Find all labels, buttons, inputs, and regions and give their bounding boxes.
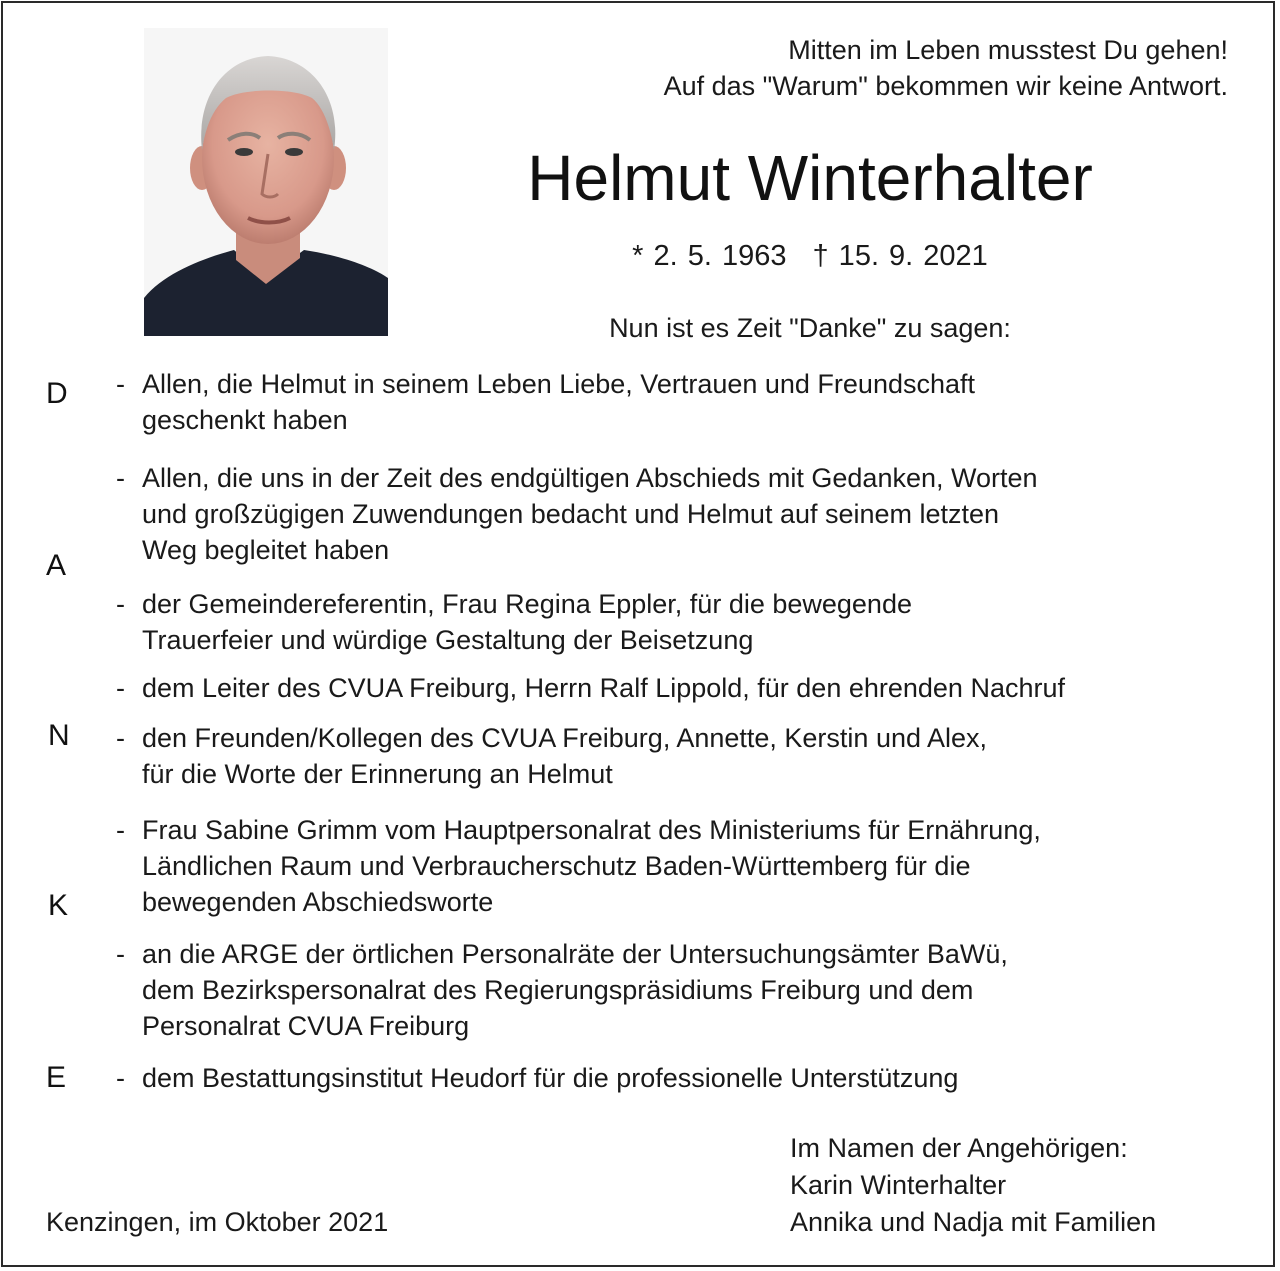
signature-line: Im Namen der Angehörigen:	[790, 1133, 1128, 1163]
motto-text	[664, 32, 1228, 104]
thanks-line: Trauerfeier und würdige Gestaltung der Beisetzung	[142, 625, 754, 655]
birth-date: * 2. 5. 1963	[632, 240, 787, 272]
motto-line-2: Auf das "Warum" bekommen wir keine Antwort.	[663, 71, 1228, 101]
thanks-line: dem Leiter des CVUA Freiburg, Herrn Ralf Lippold, für den ehrenden Nachruf	[142, 673, 1065, 703]
thanks-line: an die ARGE der örtlichen Personalräte der Untersuchungsämter BaWü,	[142, 939, 1008, 969]
thanks-line: Ländlichen Raum und Verbraucherschutz Baden-Württemberg für die	[142, 851, 971, 881]
acrostic-letter-n: N	[48, 719, 70, 752]
life-dates	[420, 238, 1200, 274]
thanks-line: bewegenden Abschiedsworte	[142, 887, 494, 917]
list-dash: -	[116, 589, 125, 619]
motto-line-1: Mitten im Leben musstest Du gehen!	[788, 35, 1228, 65]
thanks-line: Allen, die uns in der Zeit des endgültigen Abschieds mit Gedanken, Worten	[142, 463, 1038, 493]
acrostic-letter-e: E	[46, 1061, 67, 1094]
thanks-line: den Freunden/Kollegen des CVUA Freiburg, Annette, Kerstin und Alex,	[142, 723, 988, 753]
acrostic-letter-a: A	[46, 549, 67, 582]
thanks-line: Personalrat CVUA Freiburg	[142, 1011, 470, 1041]
thanks-line: dem Bezirkspersonalrat des Regierungspräsidiums Freiburg und dem	[142, 975, 974, 1005]
thanks-line: dem Bestattungsinstitut Heudorf für die professionelle Unterstützung	[142, 1063, 959, 1093]
thanks-item	[116, 460, 1256, 568]
thanks-line: Frau Sabine Grimm vom Hauptpersonalrat des Ministeriums für Ernährung,	[142, 815, 1041, 845]
thanks-line: geschenkt haben	[142, 405, 348, 435]
thanks-line: für die Worte der Erinnerung an Helmut	[142, 759, 613, 789]
thanks-line: und großzügigen Zuwendungen bedacht und Helmut auf seinem letzten	[142, 499, 1000, 529]
thanks-line: der Gemeindereferentin, Frau Regina Eppler, für die bewegende	[142, 589, 912, 619]
list-dash: -	[116, 815, 125, 845]
thanks-item	[116, 1060, 1256, 1096]
acrostic-letter-d: D	[46, 377, 68, 410]
thanks-item	[116, 586, 1256, 658]
list-dash: -	[116, 723, 125, 753]
signature-block	[790, 1130, 1156, 1241]
thanks-item	[116, 670, 1256, 706]
list-dash: -	[116, 1063, 125, 1093]
list-dash: -	[116, 369, 125, 399]
acrostic-letter-k: K	[48, 889, 69, 922]
place-and-date: Kenzingen, im Oktober 2021	[46, 1207, 389, 1237]
list-dash: -	[116, 939, 125, 969]
thanks-item	[116, 720, 1256, 792]
list-dash: -	[116, 673, 125, 703]
signature-line: Karin Winterhalter	[790, 1170, 1007, 1200]
thanks-item	[116, 366, 1256, 438]
thanks-item	[116, 936, 1256, 1044]
death-date: † 15. 9. 2021	[812, 240, 988, 272]
deceased-name: Helmut Winterhalter	[527, 142, 1093, 214]
thanks-item	[116, 812, 1256, 920]
list-dash: -	[116, 463, 125, 493]
thanks-intro: Nun ist es Zeit "Danke" zu sagen:	[609, 313, 1011, 343]
signature-line: Annika und Nadja mit Familien	[790, 1207, 1157, 1237]
thanks-line: Allen, die Helmut in seinem Leben Liebe, Vertrauen und Freundschaft	[142, 369, 976, 399]
thanks-line: Weg begleitet haben	[142, 535, 390, 565]
portrait-photo	[144, 28, 388, 336]
